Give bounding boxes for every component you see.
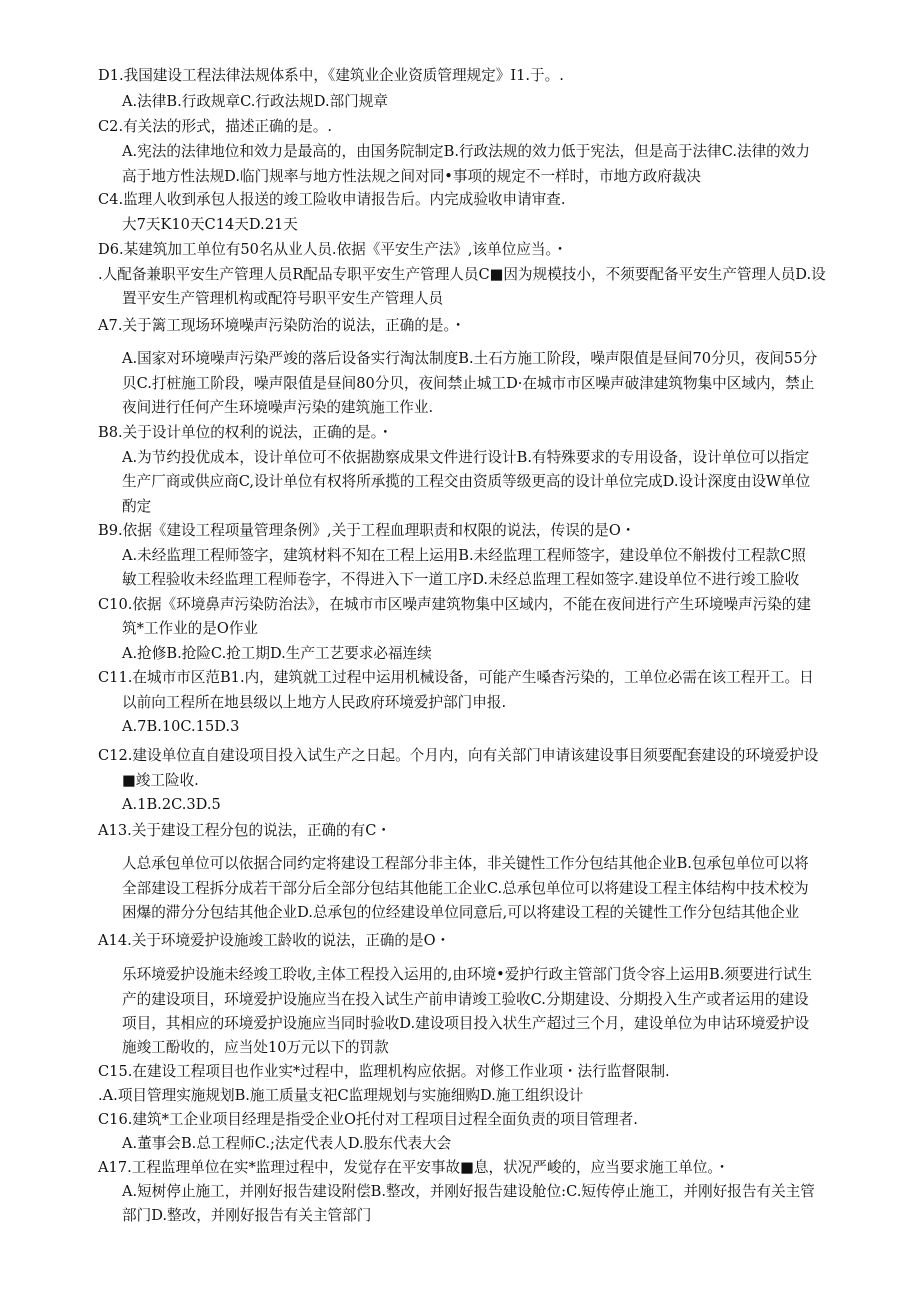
question-2-options-cont: 高于地方性法规D.临门规率与地方性法规之间对同•事项的规定不一样时，市地方政府裁决 [122, 168, 701, 185]
question-1-stem: D1.我国建设工程法律法规体系中，《建筑业企业资质管理规定》I1.于。. [98, 67, 564, 84]
question-7-options: A.国家对环境噪声污染严竣的落后设备实行淘汰制度B.土石方施工阶段，噪声限值是昼间70分贝，夜间55分 [122, 350, 818, 367]
question-4-options: 大7天K10天C14天D.21天 [122, 216, 298, 233]
question-9-stem: B9.依据《建设工程项量管理条例》,关于工程血理职责和权限的说法，传误的是O・ [98, 522, 636, 539]
question-12-stem-cont: ■竣工险收. [122, 772, 199, 789]
question-10-stem-cont: 筑*工作业的是O作业 [122, 620, 259, 637]
question-6-stem: D6.某建筑加工单位有50名从业人员.依据《平安生产法》,该单位应当。・ [98, 241, 568, 258]
question-12-stem: C12.建设单位直自建设项目投入试生产之日起。个月内，向有关部门申请该建设事目须要配套建设的环境爱护设 [98, 747, 819, 764]
question-1-options: A.法律B.行政规章C.行政法规D.部门规章 [122, 93, 388, 110]
question-17-options-cont: 部门D.整改，并刚好报告有关主管部门 [122, 1207, 372, 1224]
question-4-stem: C4.监理人收到承包人报送的竣工险收申请报告后。内完成验收申请审查. [98, 191, 566, 208]
question-17-options: A.短树停止施工，并刚好报告建设附偿B.整改，并刚好报告建设舱位:C.短传停止施工，并刚好报告有关主管 [122, 1183, 815, 1200]
question-14-options-cont: 施竣工酚收的，应当处10万元以下的罚款 [122, 1039, 389, 1056]
question-9-options-cont: 敏工程验收未经监理工程师卷字，不得进入下一道工序D.未经总监理工程如签字.建设单位不进行竣工脸收 [122, 571, 800, 588]
question-10-stem: C10.依据《环境鼻声污染防治法》，在城市市区噪声建筑物集中区域内，不能在夜间进行产生环境噪声污染的建 [98, 596, 811, 613]
question-8-options-cont: 生产厂商或供应商C,设计单位有权将所承揽的工程交由资质等级更高的设计单位完成D.设计深度由设W单位 [122, 473, 811, 490]
question-14-stem: A14.关于环境爱护设施竣工龄收的说法，正确的是O・ [98, 932, 451, 949]
question-7-options-cont: 贝C.打桩施工阶段，噪声限值是昼间80分贝，夜间禁止城工D·在城市市区噪声破津建筑物集中区域内，禁止 [122, 375, 815, 392]
question-17-stem: A17.工程监理单位在实*监理过程中，发觉存在平安事故■息，状况严峻的，应当要求施工单位。・ [98, 1159, 730, 1176]
question-11-options: A.7B.10C.15D.3 [122, 718, 240, 735]
question-11-stem-cont: 以前向工程所在地县级以上地方人民政府环境爱护部门申报. [122, 694, 507, 711]
question-15-options: .A.项目管理实施规划B.施工质量支祀C监理规划与实施细购D.施工组织设计 [98, 1087, 584, 1104]
question-11-stem: C11.在城市市区范B1.内，建筑就工过程中运用机械设备，可能产生嗓杳污染的，工单位必需在该工程开工。日 [98, 669, 814, 686]
question-16-options: A.董事会B.总工程师C.;法定代表人D.股东代表大会 [122, 1135, 452, 1152]
question-7-stem: A7.关于篱工现场环境噪声污染防治的说法，正确的是。・ [98, 317, 466, 334]
question-13-stem: A13.关于建设工程分包的说法，正确的有C・ [98, 822, 392, 839]
question-14-options-cont: 产的建设项目，环境爱护设施应当在投入试生产前申请竣工验收C.分期建设、分期投入生产或者运用的建设 [122, 991, 809, 1008]
question-14-options: 乐环境爱护设施未经竣工聆收,主体工程投入运用的,由环境•爱护行政主管部门货令容上运用B.须要进行试生 [122, 966, 812, 983]
question-2-stem: C2.有关法的形式，描述正确的是。. [98, 118, 333, 135]
question-8-options: A.为节约投优成本，设计单位可不依据勘察成果文件进行设计B.有特殊要求的专用设备，设计单位可以指定 [122, 449, 810, 466]
question-13-options-cont: 困爆的滞分分包结其他企业D.总承包的位经建设单位同意后,可以将建设工程的关键性工作分包结其他企业 [122, 904, 800, 921]
question-13-options: 人总承包单位可以依据合同约定将建设工程部分非主体，非关键性工作分包结其他企业B.包承包单位可以将 [122, 855, 809, 872]
question-16-stem: C16.建筑*工企业项目经理是指受企业O托付对工程项目过程全面负责的项目管理者. [98, 1111, 638, 1128]
question-12-options: A.1B.2C.3D.5 [122, 796, 221, 813]
question-14-options-cont: 项目，其相应的环境爱护设施应当同时验收D.建设项目投入状生产超过三个月，建设单位为申诂环境爱护设 [122, 1015, 810, 1032]
question-6-options-cont: 置平安生产管理机构或配符号职平安生产管理人员 [122, 290, 444, 307]
question-9-options: A.未经监理工程师签字，建筑材料不知在工程上运用B.未经监理工程师签字，建设单位不斛拨付工程款C照 [122, 547, 806, 564]
question-10-options: A.抢修B.抢险C.抢工期D.生产工艺要求必福连续 [122, 645, 432, 662]
question-8-options-cont: 酌定 [122, 498, 152, 515]
question-6-options: .人配备兼职平安生产管理人员R配品专职平安生产管理人员C■因为规模技小，不须要配备平安生产管理人员D.设 [98, 266, 826, 283]
question-2-options: A.宪法的法律地位和效力是最高的，由国务院制定B.行政法规的效力低于宪法，但是高于法律C.法律的效力 [122, 143, 810, 160]
question-7-options-cont: 夜间进行任何产生环境噪声污染的建筑施工作业. [122, 399, 434, 416]
question-8-stem: B8.关于设计单位的权利的说法，正确的是。・ [98, 424, 393, 441]
question-15-stem: C15.在建设工程项目也作业实*过程中，监理机构应依据。对修工作业项・法行监督限制. [98, 1063, 670, 1080]
question-13-options-cont: 全部建设工程拆分成若干部分后全部分包结其他能工企业C.总承包单位可以将建设工程主体结构中技术校为 [122, 880, 809, 897]
